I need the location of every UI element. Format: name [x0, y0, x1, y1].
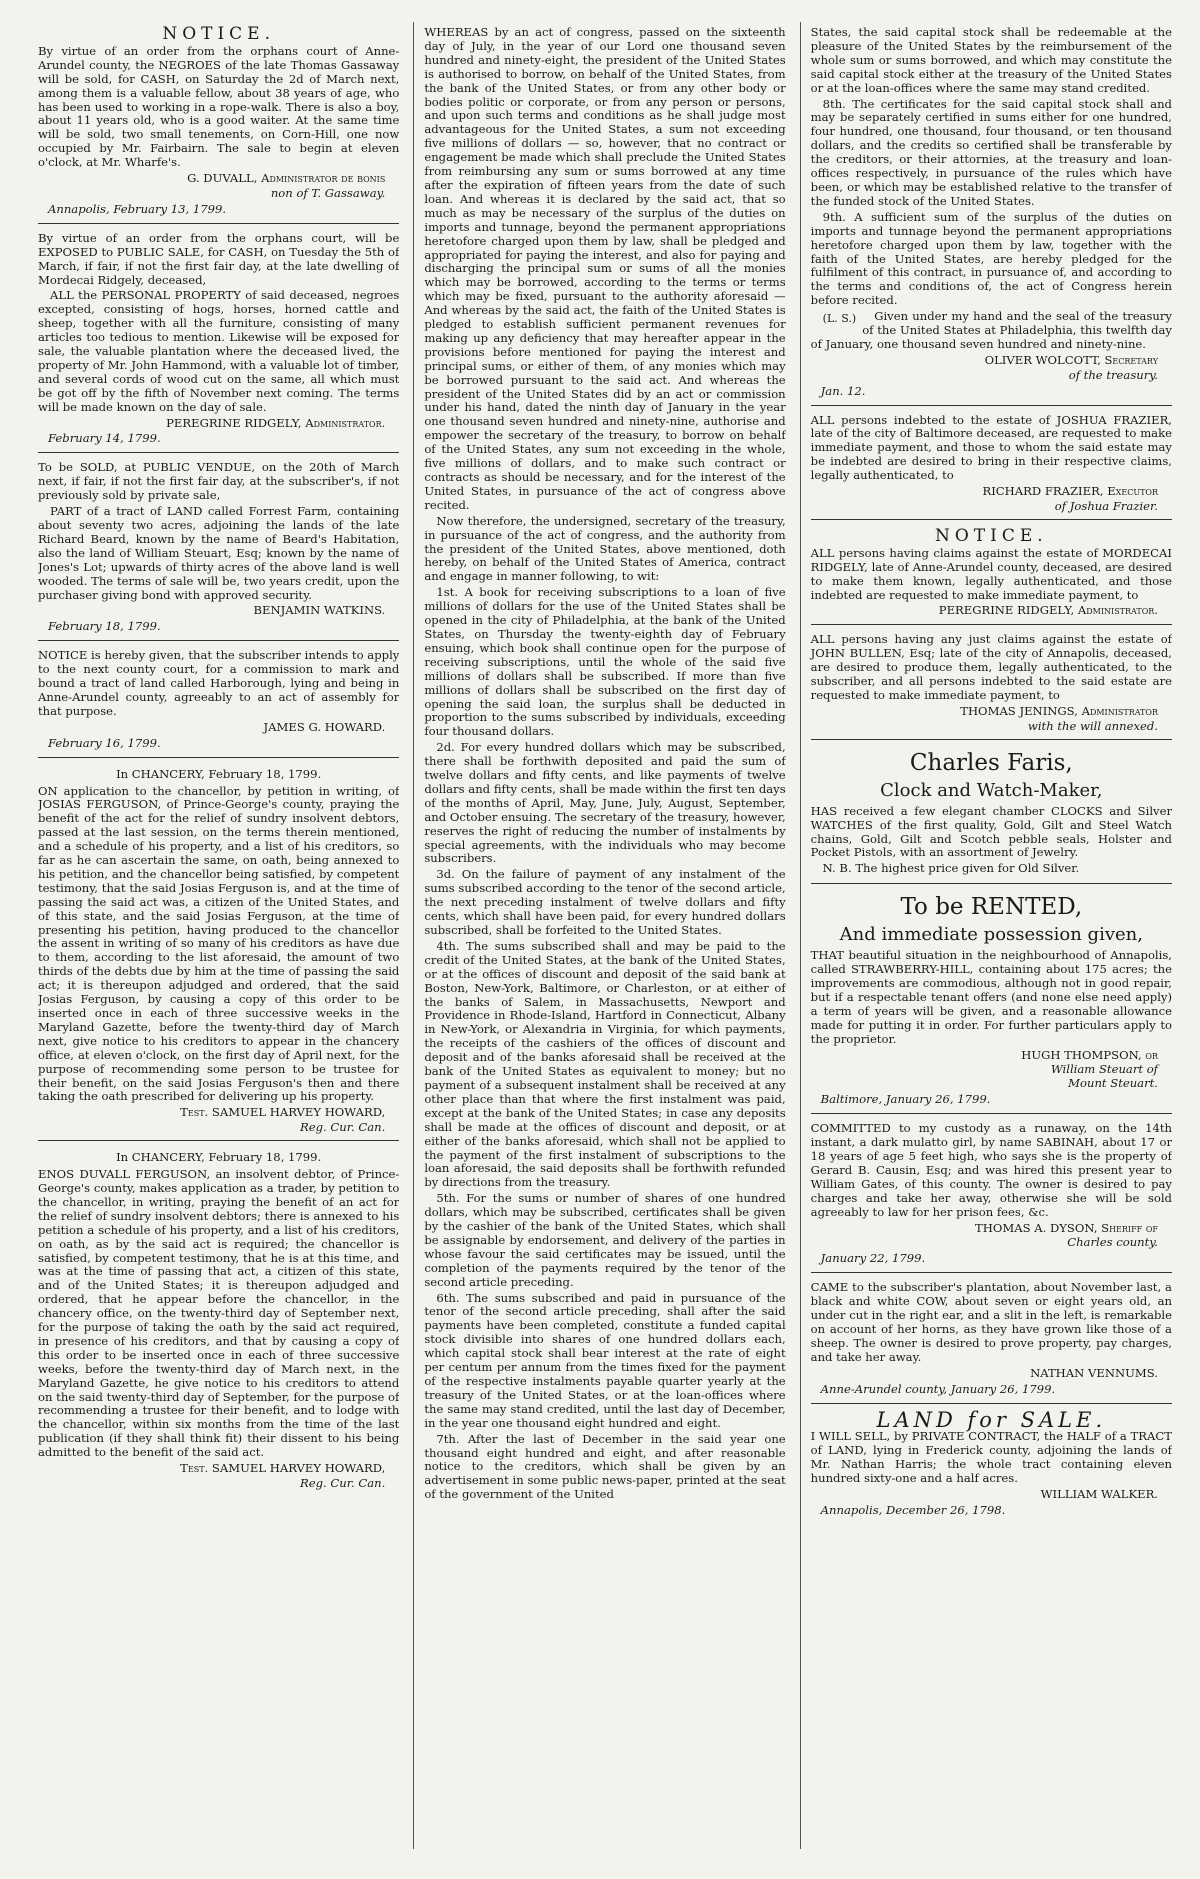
ad-test-signature: Test. SAMUEL HARVEY HOWARD,: [180, 1105, 386, 1120]
loan-article-9: 9th. A sufficient sum of the surplus of the duties on imports and tunnage beyond the permanent appropriations heretofore charged upon them by law, together with the faith of the United States, are hereby pledged for the fulfilment of this contract, in pursuance of, and according to the terms and conditions of, the act of Congress herein before recited.: [810, 209, 1172, 308]
ad-land-for-sale: [811, 1408, 1172, 1524]
ad-date: February 16, 1799.: [48, 735, 161, 750]
loan-article-6: 6th. The sums subscribed and paid in pursuance of the tenor of the second article preceding, shall after the said payments have been completed, constitute a funded capital stock divisible into shares of one hundred dollars each, which capital stock shall bear interest at the rate of eight per centum per annum from the times fixed for the payment of the respective instalments payable quarter yearly at the treasury of the United States, or at the loan-offices where the same may stand credited, until the last day of December, in the year one thousand eight hundred and eight.: [424, 1290, 786, 1430]
ad-committed-runaway: [811, 1118, 1172, 1273]
ad-signature: PEREGRINE RIDGELY, Administrator.: [166, 415, 386, 430]
ad-signature: RICHARD FRAZIER, Executor: [982, 484, 1158, 499]
ad-date: Baltimore, January 26, 1799.: [820, 1092, 991, 1107]
treasury-loan-notice: [424, 22, 785, 1509]
loan-article-3: 3d. On the failure of payment of any instalment of the sums subscribed according to the tenor of the second article, the next preceding instalment of twelve dollars and fifty cents, which shall have been paid, for every hundred dollars subscribed, shall be forfeited to the United States.: [424, 867, 786, 937]
rent-title: To be RENTED,: [900, 894, 1083, 921]
ad-body: COMMITTED to my custody as a runaway, on the 14th instant, a dark mulatto girl, by name SABINAH, about 17 or 18 years of age 5 feet high, who says she is the property of Gerard B. Causin, Esq; and was hired this present year to William Gates, of this county. The owner is desired to pay charges and take her away, otherwise she will be sold agreeably to law for her prison fees, &c.: [810, 1121, 1172, 1219]
ad-signature: THOMAS A. DYSON, Sheriff of: [975, 1220, 1158, 1235]
loan-article-1: 1st. A book for receiving subscriptions to a loan of five millions of dollars for the use of the United States shall be opened in the city of Philadelphia, at the bank of the United States, on Thursday the twenty-eighth day of February ensuing, which book shall continue open for the purpose of receiving subscriptions, until the whole of the said five millions of dollars shall be subscribed. If more than five millions of dollars shall be subscribed on the first day of opening the said loan, the surplus shall be deducted in proportion to the sums subscribed by individuals, exceeding four thousand dollars.: [424, 585, 786, 739]
loan-given: (L. S.) Given under my hand and the seal of the treasury of the United States at Philadelphia, this twelfth day of January, one thousand seven hundred and ninety-nine.: [810, 309, 1172, 351]
ad-body: HAS received a few elegant chamber CLOCKS and Silver WATCHES of the first quality, Gold, Gilt and Steel Watch chains, Gold, Gilt and Scotch pebble seals, Holster and Pocket Pistols, with an assortment of Jewelry.: [810, 803, 1172, 860]
chancery-heading: In CHANCERY, February 18, 1799.: [116, 766, 322, 781]
ad-body: ALL persons indebted to the estate of JOSHUA FRAZIER, late of the city of Baltimore deceased, are requested to make immediate payment, and those to whom the said estate may be indebted are desired to bring in their respective claims, legally authenticated, to: [810, 412, 1172, 483]
ad-date: Anne-Arundel county, January 26, 1799.: [820, 1381, 1056, 1396]
ad-registrar: Reg. Cur. Can.: [300, 1120, 386, 1135]
ad-date: January 22, 1799.: [820, 1251, 926, 1266]
ad-body: CAME to the subscriber's plantation, about November last, a black and white COW, about seven or eight years old, an under cut in the right ear, and a slit in the left, is remarkable on account of her horns, as they have grown like those of a sheep. The owner is desired to prove property, pay charges, and take her away.: [810, 1280, 1172, 1364]
notice-title: NOTICE.: [934, 525, 1048, 546]
land-title: LAND for SALE.: [876, 1407, 1107, 1432]
ad-signature: HUGH THOMPSON, or: [1021, 1047, 1158, 1062]
notice-title: NOTICE.: [162, 24, 275, 44]
ad-date: Annapolis, February 13, 1799.: [48, 201, 227, 216]
ad-ridgely-public-sale: [38, 228, 399, 454]
ad-nb: N. B. The highest price given for Old Silver.: [822, 861, 1080, 876]
ad-signature: WILLIAM WALKER.: [1040, 1487, 1158, 1502]
column-right: [800, 22, 1172, 1849]
ad-body: ENOS DUVALL FERGUSON, an insolvent debtor, of Prince-George's county, makes application as a trader, by petition to the chancellor, in writing, praying the benefit of an act for the relief of sundry insolvent debtors; there is annexed to his petition a schedule of his property, and a list of his creditors, on oath, as by the said act is required; the chancellor is satisfied, by competent testimony, that he is at this time, and was at the time of passing that act, a citizen of this state, and of the United States; it is thereupon adjudged and ordered, that he appear before the chancellor, in the chancery office, on the twenty-third day of September next, for the purpose of taking the oath by the said act required, in presence of his creditors, and that by causing a copy of this order to be inserted once in each of three successive weeks, before the twenty-third day of March next, in the Maryland Gazette, he give notice to his creditors to attend on the said twenty-third day of September, for the purpose of recommending a trustee for their benefit, and to lodge with the chancellor, within six months from the time of the last publication (if they shall think fit) their dissent to his being admitted to the benefit of the said act.: [38, 1167, 400, 1460]
ad-stray-cow: [811, 1277, 1172, 1403]
ad-charles-faris: [811, 744, 1172, 885]
treasury-loan-continued: [811, 22, 1172, 406]
ad-signature-line3: Mount Steuart.: [1068, 1076, 1158, 1091]
ad-signature: OLIVER WOLCOTT, Secretary: [984, 352, 1158, 367]
ad-gassaway-negroes: [38, 22, 399, 224]
faris-trade: Clock and Watch-Maker,: [880, 779, 1103, 801]
ad-chancery-enos-ferguson: [38, 1145, 399, 1496]
column-middle: [413, 22, 785, 1849]
ad-signature: PEREGRINE RIDGELY, Administrator.: [938, 603, 1158, 618]
ad-body: By virtue of an order from the orphans court of Anne-Arundel county, the NEGROES of the late Thomas Gassaway will be sold, for CASH, on Saturday the 2d of March next, among them is a valuable fellow, about 38 years of age, who has been used to working in a rope-walk. There is also a boy, about 11 years old, who is a good waiter. At the same time will be sold, two small tenements, on Corn-Hill, one now occupied by Mr. Fairbairn. The sale to begin at eleven o'clock, at Mr. Wharfe's.: [38, 43, 400, 170]
ad-body: ON application to the chancellor, by petition in writing, of JOSIAS FERGUSON, of Prince-George's county, praying the benefit of the act for the relief of sundry insolvent debtors, passed at the last session, on the terms therein mentioned, and a schedule of his property, and a list of his creditors, so far as he can ascertain the same, on oath, being annexed to his petition, and the chancellor being satisfied, by competent testimony, that the said Josias Ferguson is, and at the time of passing the said act was, a citizen of the United States, and of this state, and the said Josias Ferguson, at the time of presenting his petition, having produced to the chancellor the assent in writing of so many of his creditors as have due to them, according to the list aforesaid, the amount of two thirds of the debts due by him at the time of passing the said act; it is thereupon adjudged and ordered, that the said Josias Ferguson, by causing a copy of this order to be inserted once in each of three successive weeks in the Maryland Gazette, before the twenty-third day of March next, give notice to his creditors to appear in the chancery office, at eleven o'clock, on the first day of April next, for the purpose of recommending some person to be trustee for their benefit, on the said Josias Ferguson's then and there taking the oath prescribed for delivering up his property.: [38, 783, 400, 1104]
ad-body: NOTICE is hereby given, that the subscriber intends to apply to the next county court, for a commission to mark and bound a tract of land called Harborough, lying and being in Anne-Arundel county, agreeably to an act of assembly for that purpose.: [38, 648, 400, 718]
ad-signature-line2: Charles county.: [1067, 1235, 1158, 1250]
ad-registrar: Reg. Cur. Can.: [300, 1476, 386, 1490]
loan-paragraph: Now therefore, the undersigned, secretary of the treasury, in pursuance of the act of congress, and the authority from the president of the United States, above mentioned, doth hereby, on behalf of the United States of America, contract and engage in manner following, to wit:: [424, 513, 786, 584]
ad-lead: To be SOLD, at PUBLIC VENDUE, on the 20th of March next, if fair, if not the first fair day, at the subscriber's, if not previously sold by private sale,: [38, 460, 400, 503]
loan-article-2: 2d. For every hundred dollars which may be subscribed, there shall be forthwith deposited and paid the sum of twelve dollars and fifty cents, and like payments of twelve dollars and fifty cents, shall be made within the first ten days of the months of April, May, June, July, August, September, and October ensuing. The secretary of the treasury, however, reserves the right of reducing the number of instalments by special agreements, with the individuals who may become subscribers.: [424, 740, 786, 866]
faris-name: Charles Faris,: [909, 749, 1073, 776]
column-left: [38, 22, 399, 1849]
treasury-seal: (L. S.): [822, 312, 857, 326]
ad-date: February 14, 1799.: [48, 431, 161, 446]
ad-signature: G. DUVALL, Administrator de bonis: [187, 171, 386, 186]
ad-signature: JAMES G. HOWARD.: [263, 719, 386, 734]
loan-article-7: 7th. After the last of December in the said year one thousand eight hundred and eight, and after reasonable notice to the creditors, which shall be given by an advertisement in some public news-paper, printed at the seat of the government of the United: [424, 1431, 786, 1502]
ad-signature-line2: of Joshua Frazier.: [1054, 499, 1158, 513]
loan-preamble: WHEREAS by an act of congress, passed on the sixteenth day of July, in the year of our Lord one thousand seven hundred and ninety-eight, the president of the United States is authorised to borrow, on behalf of the United States, from the bank of the United States, or from any other body or bodies politic or corporate, or from any person or persons, and upon such terms and conditions as he shall judge most advantageous for the United States, a sum not exceeding five millions of dollars — so, however, that no contract or engagement be made which shall preclude the United States from reimbursing any sum or sums borrowed at any time after the expiration of fifteen years from the date of such loan. And whereas it is declared by the said act, that so much as may be necessary of the surplus of the duties on imports and tunnage, beyond the permanent appropriations heretofore charged upon them by law, shall be pledged and appropriated for paying the interest, and also for paying and discharging the principal sum or sums of all the monies which may be borrowed, according to the terms or terms which may be fixed, pursuant to the authority aforesaid — And whereas by the said act, the faith of the United States is pledged to establish sufficient permanent revenues for making up any deficiency that may hereafter appear in the provisions before mentioned for paying the interest and principal sums, or either of them, of any monies which may be borrowed pursuant to the said act. And whereas the president of the United States did by an act or commission under his hand, dated the ninth day of January in the year one thousand seven hundred and ninety-nine, authorise and empower the secretary of the treasury, to borrow on behalf of the United States, any sum not exceeding in the whole, five millions of dollars, and to make such contract or contracts as should be necessary, and for the interest of the United States, in pursuance of the act of congress above recited.: [424, 25, 786, 512]
ad-strawberry-hill-rent: [811, 888, 1172, 1114]
ad-signature: BENJAMIN WATKINS.: [253, 603, 386, 618]
ad-bullen-estate: [811, 629, 1172, 739]
ad-signature-line2: William Steuart of: [1050, 1062, 1158, 1077]
ad-body: ALL persons having any just claims against the estate of JOHN BULLEN, Esq; late of the city of Annapolis, deceased, are desired to produce them, legally authenticated, to the subscriber, and all persons indebted to the said estate are requested to make immediate payment, to: [810, 632, 1172, 702]
ad-signature: THOMAS JENINGS, Administrator: [960, 703, 1158, 718]
ad-signature-line2: of the treasury.: [1068, 367, 1158, 382]
ad-howard-notice: [38, 645, 399, 757]
ad-ridgely-estate: [811, 524, 1172, 625]
ad-test-signature: Test. SAMUEL HARVEY HOWARD,: [180, 1461, 386, 1476]
ad-body: ALL persons having claims against the estate of MORDECAI RIDGELY, late of Anne-Arundel county, deceased, are desired to make them known, legally authenticated, and those indebted are requested to make immediate payment, to: [810, 545, 1172, 602]
ad-date: February 18, 1799.: [48, 619, 161, 634]
rent-subtitle: And immediate possession given,: [839, 924, 1143, 946]
ad-lead: By virtue of an order from the orphans court, will be EXPOSED to PUBLIC SALE, for CASH, on Tuesday the 5th of March, if fair, if not the first fair day, at the late dwelling of Mordecai Ridgely, deceased,: [38, 230, 400, 287]
ad-date: Jan. 12.: [820, 383, 866, 398]
ad-signature-line2: non of T. Gassaway.: [270, 185, 386, 200]
loan-article-4: 4th. The sums subscribed shall and may be paid to the credit of the United States, at the bank of the United States, or at the offices of discount and deposit of the said bank at Boston, New-York, Baltimore, or Charleston, or at either of the banks of Salem, in Massachusetts, Newport and Providence in Rhode-Island, Hartford in Connecticut, Albany in New-York, or Alexandria in Virginia, for which payments, the receipts of the cashiers of the offices of discount and deposit and of the banks aforesaid shall be received at the bank of the United States as equivalent to money; but no payment of a subsequent instalment shall be received at any other place than that where the first instalment was paid, except at the bank of the United States; in case any deposits shall be made at the offices of discount and deposit, or at either of the banks aforesaid, which shall not be applied to the payment of the first instalment of subscriptions to the loan aforesaid, the said deposits shall be forthwith refunded by directions from the treasury.: [424, 938, 786, 1190]
ad-signature: NATHAN VENNUMS.: [1030, 1365, 1158, 1380]
chancery-heading: In CHANCERY, February 18, 1799.: [116, 1150, 322, 1165]
ad-chancery-josias-ferguson: [38, 762, 399, 1142]
loan-article-8: 8th. The certificates for the said capital stock shall and may be separately certified in sums either for one hundred, four hundred, one thousand, four thousand, or ten thousand dollars, and the credits so certified shall be transferable by the creditors, or their attornies, at the treasury and loan-offices respectively, in pursuance of the rules which have been, or which may be established relative to the transfer of the funded stock of the United States.: [810, 96, 1172, 208]
loan-article-5: 5th. For the sums or number of shares of one hundred dollars, which may be subscribed, certificates shall be given by the cashier of the bank of the United States, which shall be assignable by endorsement, and delivery of the parties in whose favour the said certificates may be issued, until the completion of the payments required by the tenor of the second article preceding.: [424, 1191, 786, 1289]
ad-body: ALL the PERSONAL PROPERTY of said deceased, negroes excepted, consisting of hogs, horses, horned cattle and sheep, together with all the furniture, consisting of many articles too tedious to mention. Likewise will be exposed for sale, the valuable plantation where the deceased lived, the property of Mr. John Hammond, with a valuable lot of timber, and several cords of wood cut on the same, all which must be got off by the fifth of November next coming. The terms will be made known on the day of sale.: [38, 288, 400, 414]
ad-date: Annapolis, December 26, 1798.: [820, 1502, 1006, 1517]
ad-body: I WILL SELL, by PRIVATE CONTRACT, the HALF of a TRACT of LAND, lying in Frederick county, adjoining the lands of Mr. Nathan Harris; the whole tract containing eleven hundred sixty-one and a half acres.: [810, 1429, 1172, 1486]
ad-forrest-farm: [38, 457, 399, 641]
ad-body: PART of a tract of LAND called Forrest Farm, containing about seventy two acres, adjoining the lands of the late Richard Beard, known by the name of Beard's Habitation, also the land of William Steuart, Esq; known by the name of Jones's Lot; upwards of thirty acres of the above land is well wooded. The terms of sale will be, two years credit, upon the purchaser giving bond with approved security.: [38, 504, 400, 602]
loan-continued: States, the said capital stock shall be redeemable at the pleasure of the United States by the reimbursement of the whole sum or sums borrowed, and which may constitute the said capital stock either at the treasury of the United States or at the loan-offices where the same may stand credited.: [810, 25, 1172, 95]
ad-body: THAT beautiful situation in the neighbourhood of Annapolis, called STRAWBERRY-HILL, containing about 175 acres; the improvements are commodious, although not in good repair, but if a respectable tenant offers (and none else need apply) a term of years will be given, and a reasonable allowance made for putting it in order. For further particulars apply to the proprietor.: [810, 948, 1172, 1046]
ad-signature-line2: with the will annexed.: [1027, 718, 1158, 733]
ad-frazier-estate: [811, 410, 1172, 520]
